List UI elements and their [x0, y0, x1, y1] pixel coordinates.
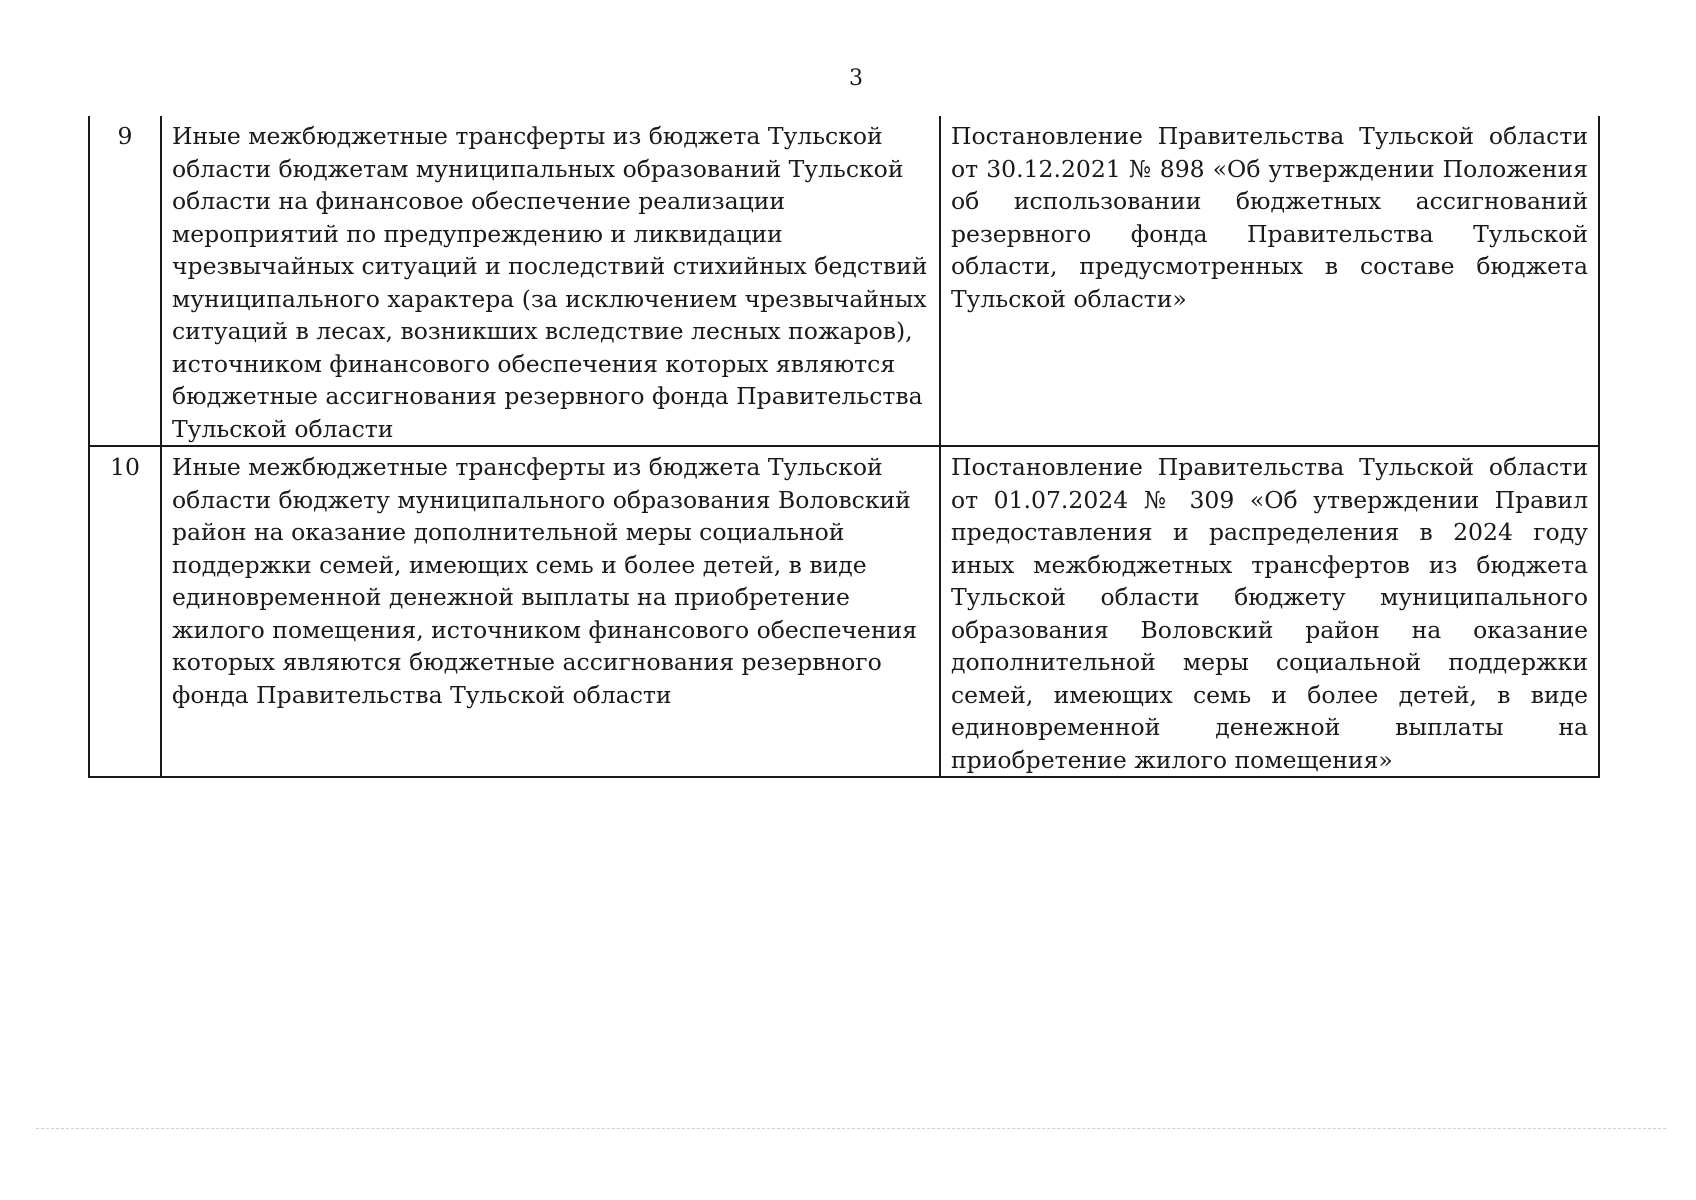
- row-number-cell: 10: [89, 446, 161, 777]
- table-row: [89, 116, 1599, 446]
- page-number: 3: [849, 66, 863, 91]
- transfers-table: [88, 116, 1600, 778]
- scan-artifact-line: [36, 1128, 1666, 1129]
- transfer-name-cell: Иные межбюджетные трансферты из бюджета Тульской области бюджетам муниципальных образований Тульской области на финансовое обеспечение реализации мероприятий по предупреждению и ликвидации чрезвычайных ситуаций и последствий стихийных бедствий муниципального характера (за исключением чрезвычайных ситуаций в лесах, возникших вследствие лесных пожаров), источником финансового обеспечения которых являются бюджетные ассигнования резервного фонда Правительства Тульской области: [161, 116, 940, 446]
- legal-basis-cell: Постановление Правительства Тульской области от 30.12.2021 № 898 «Об утверждении Положения об использовании бюджетных ассигнований резервного фонда Правительства Тульской области, предусмотренных в составе бюджета Тульской области»: [940, 116, 1599, 446]
- legal-basis-cell: Постановление Правительства Тульской области от 01.07.2024 № 309 «Об утверждении Правил предоставления и распределения в 2024 году иных межбюджетных трансфертов из бюджета Тульской области бюджету муниципального образования Воловский район на оказание дополнительной меры социальной поддержки семей, имеющих семь и более детей, в виде единовременной денежной выплаты на приобретение жилого помещения»: [940, 446, 1599, 777]
- row-number-cell: 9: [89, 116, 161, 446]
- transfer-name-cell: Иные межбюджетные трансферты из бюджета Тульской области бюджету муниципального образования Воловский район на оказание дополнительной меры социальной поддержки семей, имеющих семь и более детей, в виде единовременной денежной выплаты на приобретение жилого помещения, источником финансового обеспечения которых являются бюджетные ассигнования резервного фонда Правительства Тульской области: [161, 446, 940, 777]
- table-row: [89, 446, 1599, 777]
